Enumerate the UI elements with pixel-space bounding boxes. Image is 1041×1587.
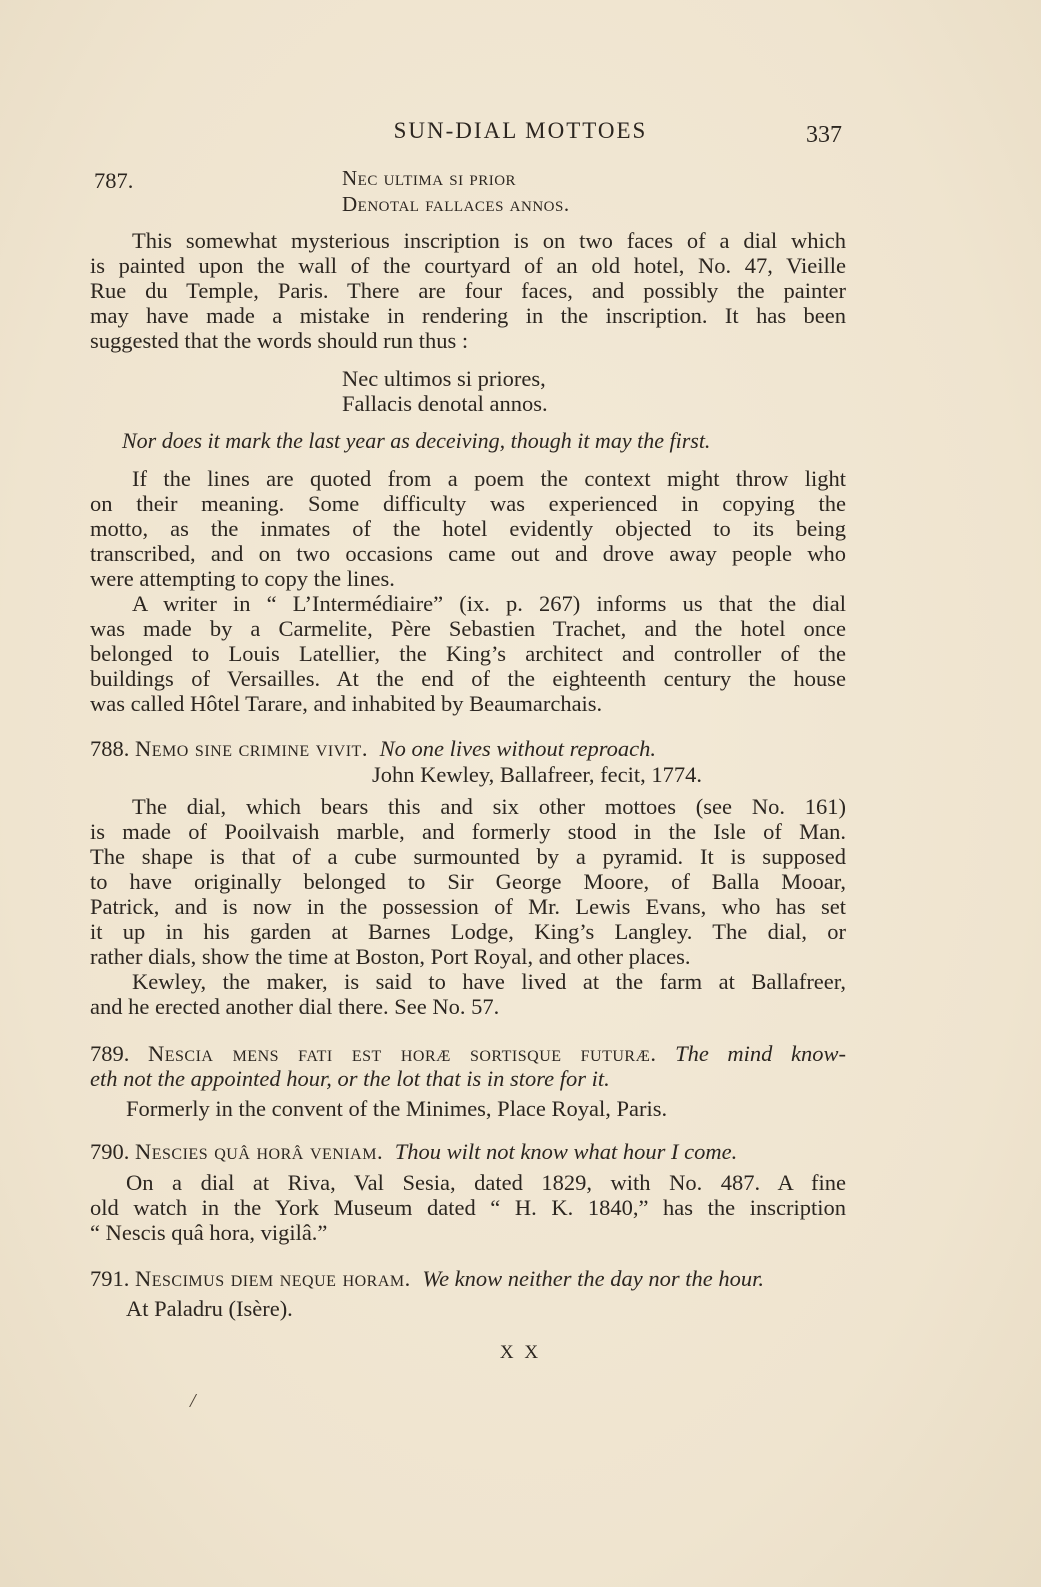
translation-789-part-1: The mind know- (675, 1041, 847, 1066)
text-line: rather dials, show the time at Boston, Port Royal, and other places. (90, 944, 691, 969)
text-line: The shape is that of a cube surmounted by a pyramid. It is supposed (90, 844, 846, 869)
text-line: old watch in the York Museum dated “ H. K. 1840,” has the inscription (90, 1195, 846, 1220)
motto-791: Nescimus diem neque horam. (135, 1266, 411, 1291)
text-line: may have made a mistake in rendering in the inscription. It has been (90, 303, 846, 328)
translation-788: No one lives without reproach. (379, 736, 657, 761)
text-line: to have originally belonged to Sir George Moore, of Balla Mooar, (90, 869, 846, 894)
entry-789-heading (90, 1041, 846, 1091)
text-line: “ Nescis quâ hora, vigilâ.” (90, 1220, 328, 1245)
verse-line: Fallacis denotal annos. (342, 391, 548, 416)
text-line: was made by a Carmelite, Père Sebastien Trachet, and the hotel once (90, 616, 846, 641)
text-line: it up in his garden at Barnes Lodge, King’s Langley. The dial, or (90, 919, 846, 944)
text-line: is made of Pooilvaish marble, and formerly stood in the Isle of Man. (90, 819, 846, 844)
note-789: Formerly in the convent of the Minimes, Place Royal, Paris. (126, 1096, 668, 1121)
text-line: This somewhat mysterious inscription is on two faces of a dial which (132, 228, 846, 253)
entry-number-788: 788. (90, 736, 130, 761)
motto-789: Nescia mens fati est horæ sortisque futuræ. (147, 1041, 657, 1066)
text-line: On a dial at Riva, Val Sesia, dated 1829, with No. 487. A fine (126, 1170, 846, 1195)
running-header: SUN-DIAL MOTTOES (393, 118, 648, 143)
motto-787-line-1: Nec ultima si prior (342, 166, 517, 190)
entry-number-789: 789. (90, 1041, 130, 1066)
motto-787-line-2: Denotal fallaces annos. (342, 192, 570, 216)
paragraph-788-2 (90, 969, 846, 1019)
paragraph-787-1 (90, 228, 846, 353)
entry-788-heading (90, 736, 656, 761)
text-line: Patrick, and is now in the possession of Mr. Lewis Evans, who has set (90, 894, 846, 919)
page-number: 337 (806, 122, 842, 148)
text-line: was called Hôtel Tarare, and inhabited by Beaumarchais. (90, 691, 603, 716)
maker-788: John Kewley, Ballafreer, fecit, 1774. (372, 762, 703, 787)
translation-791: We know neither the day nor the hour. (422, 1266, 765, 1291)
text-line: buildings of Versailles. At the end of the eighteenth century the house (90, 666, 846, 691)
paragraph-787-3 (90, 591, 846, 716)
translation-789-part-2: eth not the appointed hour, or the lot that is in store for it. (90, 1066, 610, 1091)
margin-pencil-mark: / (190, 1390, 196, 1412)
entry-number-791: 791. (90, 1266, 130, 1291)
text-line: on their meaning. Some difficulty was experienced in copying the (90, 491, 846, 516)
translation-790: Thou wilt not know what hour I come. (394, 1139, 738, 1164)
verse-line: Nec ultimos si priores, (342, 366, 546, 391)
entry-791-heading (90, 1266, 764, 1291)
text-line: If the lines are quoted from a poem the context might throw light (132, 466, 846, 491)
paragraph-790 (90, 1170, 846, 1245)
text-line (90, 1041, 846, 1066)
text-line: Kewley, the maker, is said to have lived at the farm at Ballafreer, (132, 969, 846, 994)
text-line: were attempting to copy the lines. (90, 566, 395, 591)
translation-787: Nor does it mark the last year as deceiving, though it may the first. (122, 428, 711, 453)
text-line: motto, as the inmates of the hotel evidently objected to its being (90, 516, 846, 541)
paragraph-787-2 (90, 466, 846, 591)
verse-787 (342, 366, 548, 416)
text-line: suggested that the words should run thus : (90, 328, 469, 353)
paragraph-788-1 (90, 794, 846, 969)
entry-number-790: 790. (90, 1139, 130, 1164)
entry-number-787: 787. (94, 168, 134, 193)
text-line: The dial, which bears this and six other mottoes (see No. 161) (132, 794, 846, 819)
text-line: A writer in “ L’Intermédiaire” (ix. p. 267) informs us that the dial (132, 591, 846, 616)
signature-mark: X X (499, 1342, 542, 1363)
motto-788: Nemo sine crimine vivit. (135, 736, 368, 761)
text-line: Rue du Temple, Paris. There are four faces, and possibly the painter (90, 278, 846, 303)
note-791: At Paladru (Isère). (126, 1296, 293, 1321)
entry-790-heading (90, 1139, 737, 1164)
text-line: transcribed, and on two occasions came out and drove away people who (90, 541, 846, 566)
text-line: is painted upon the wall of the courtyard of an old hotel, No. 47, Vieille (90, 253, 846, 278)
text-line: and he erected another dial there. See No. 57. (90, 994, 500, 1019)
motto-790: Nescies quâ horâ veniam. (135, 1139, 384, 1164)
text-line: belonged to Louis Latellier, the King’s architect and controller of the (90, 641, 846, 666)
